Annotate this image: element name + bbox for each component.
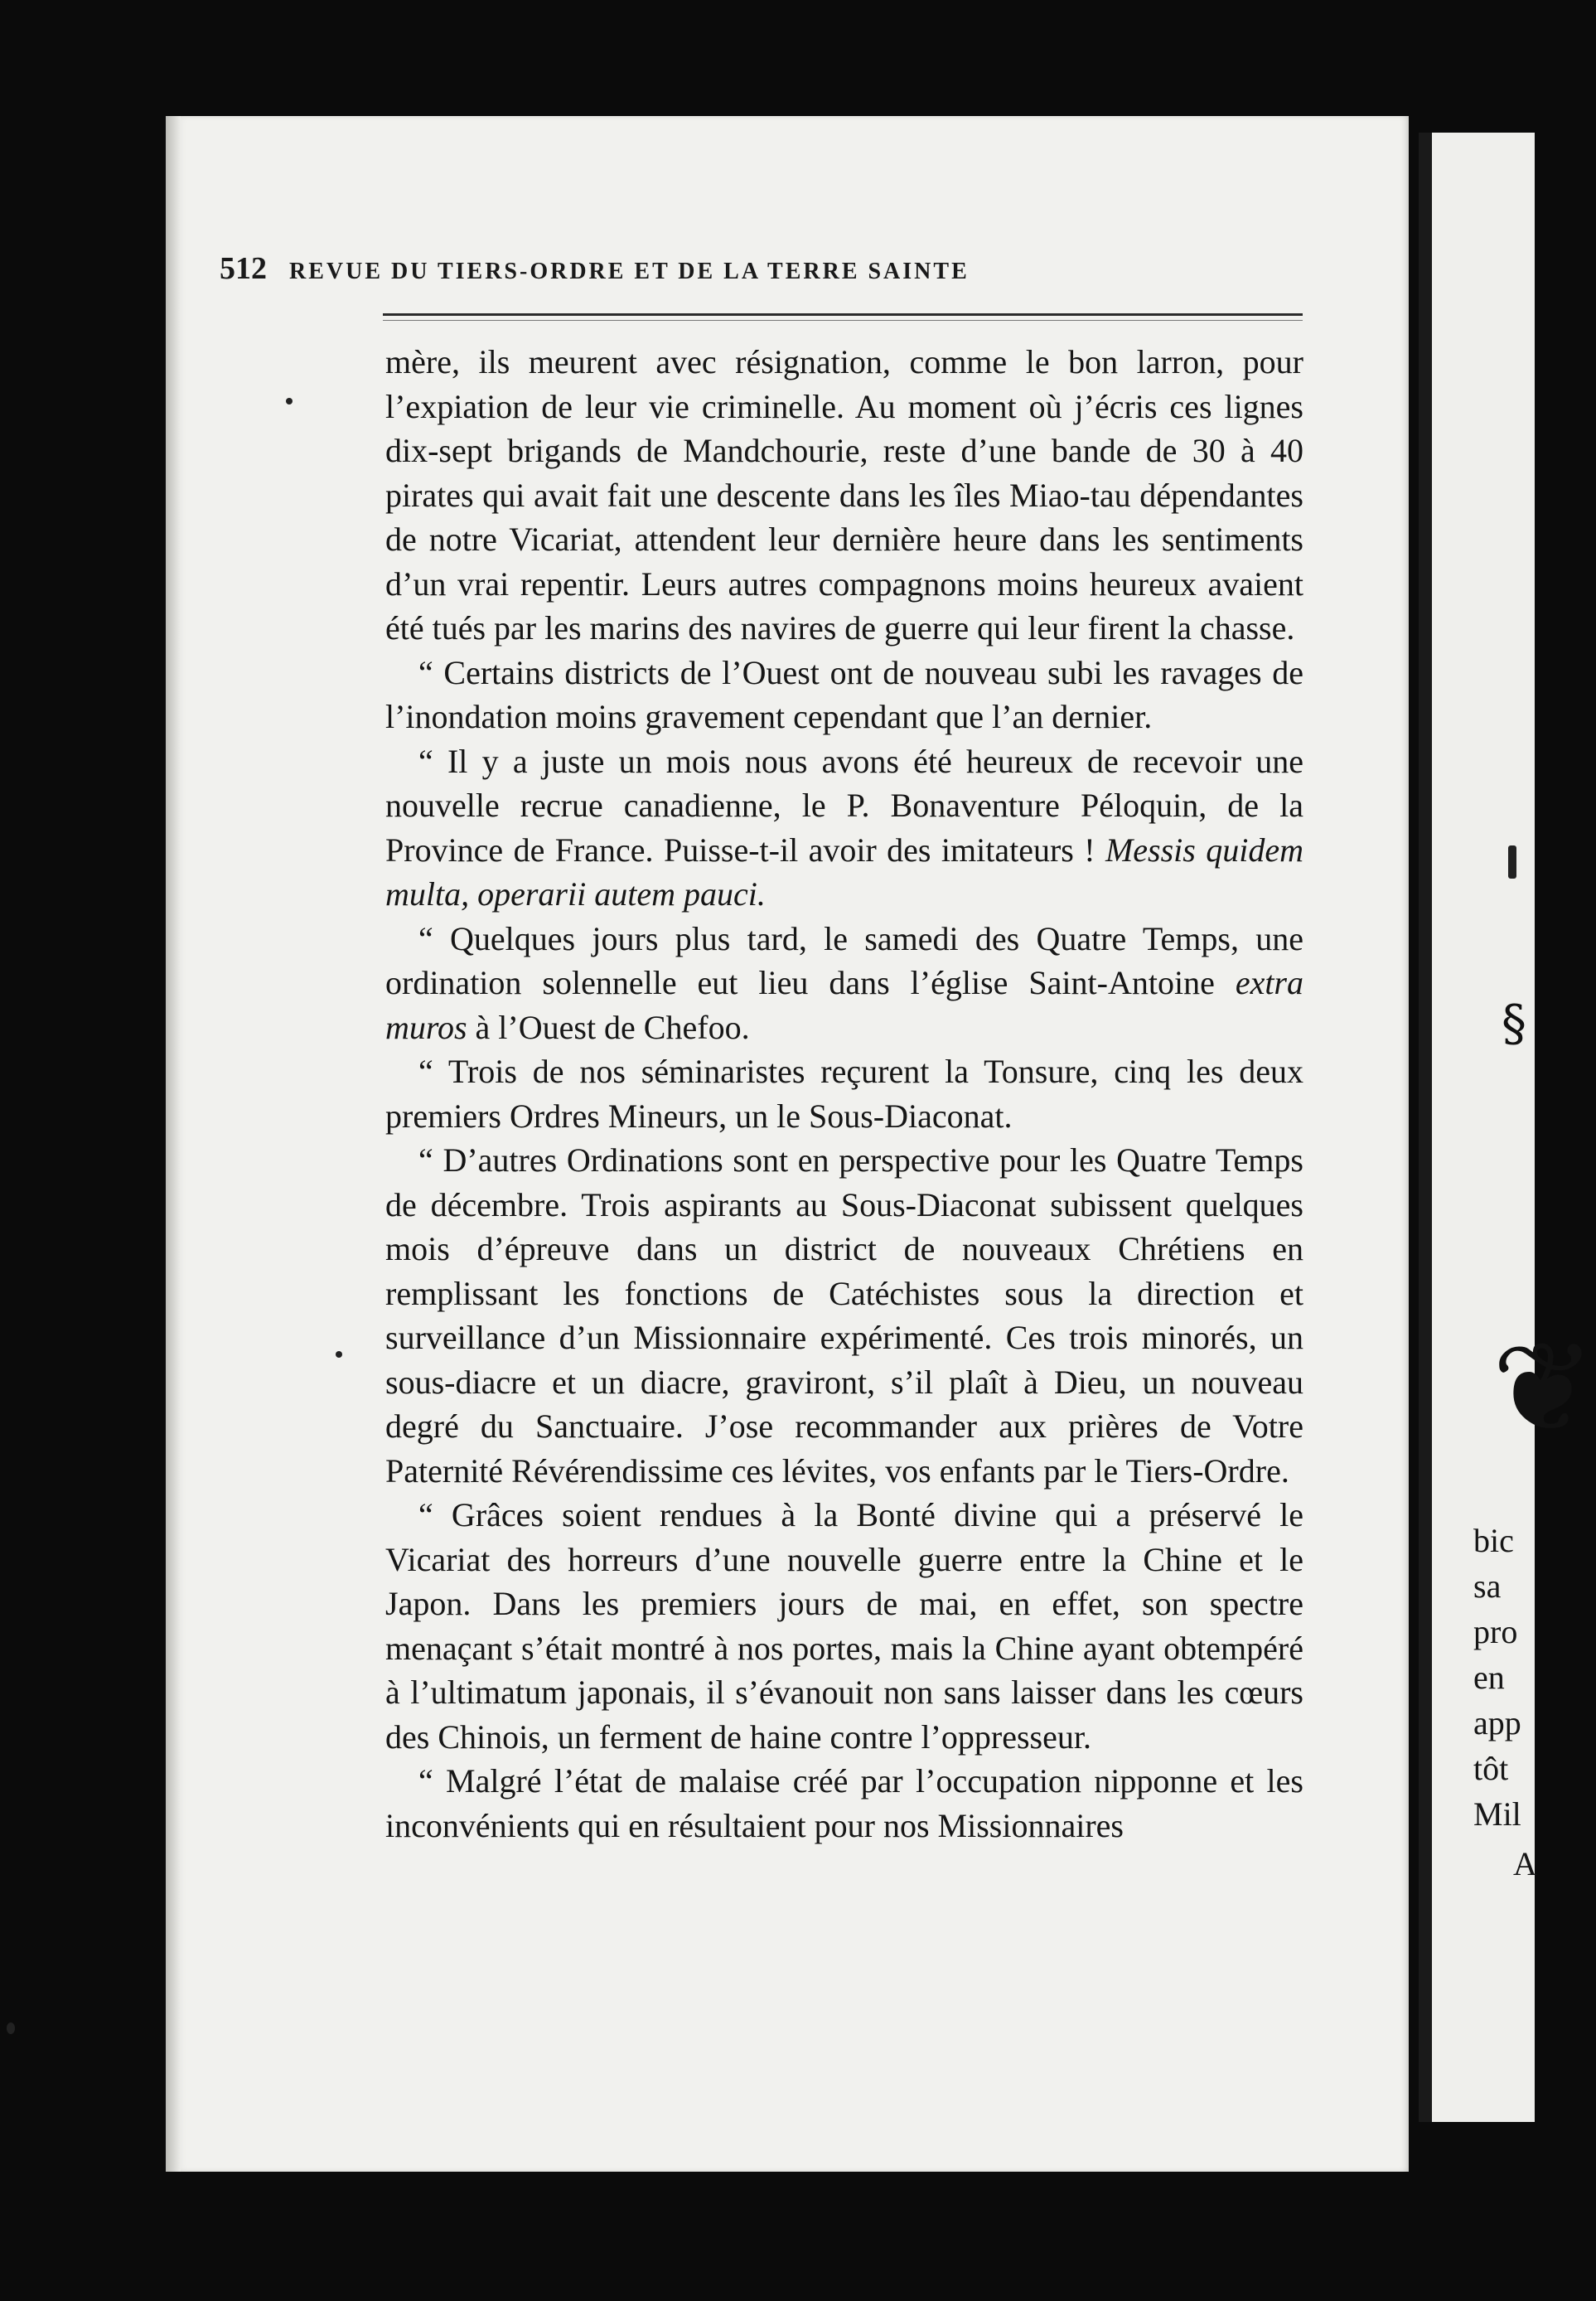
paragraph	[385, 1138, 1303, 1493]
adjacent-page-fragment: pro	[1473, 1613, 1518, 1650]
text-run: mère, ils meurent avec résignation, comme le bon larron, pour l’expiation de leur vie criminelle. Au moment où j’écris ces lignes dix-sept brigands de Mandchourie, reste d’une bande de 30 à 40 pirates qui avait fait une descente dans les îles Miao-tau dépendantes de notre Vicariat, attendent leur dernière heure dans les sentiments d’un vrai repentir. Leurs autres compagnons moins heureux avaient été tués par les marins des navires de guerre qui leur firent la chasse.	[385, 343, 1303, 647]
scan-speck	[7, 2022, 15, 2034]
italic-text: extra muros	[385, 964, 1303, 1046]
body-text	[385, 340, 1303, 1848]
ornament-glyph: §	[1502, 995, 1526, 1053]
paragraph	[385, 1759, 1303, 1848]
paragraph	[385, 340, 1303, 651]
header-rule	[383, 313, 1303, 316]
paragraph	[385, 1049, 1303, 1138]
adjacent-page-fragment: Mil	[1473, 1795, 1521, 1833]
adjacent-page-fragment: A	[1513, 1845, 1537, 1882]
scan-speck	[286, 398, 293, 404]
scan-speck	[1508, 845, 1516, 879]
italic-text: Messis quidem multa, operarii autem pauci.	[385, 831, 1303, 913]
adjacent-page-fragment: bic	[1473, 1522, 1514, 1559]
header-rule-thin	[383, 320, 1303, 321]
paragraph	[385, 739, 1303, 917]
running-header	[220, 250, 1305, 287]
text-run: “ Il y a juste un mois nous avons été heureux de recevoir une nouvelle recrue canadienne, le P. Bonaventure Péloquin, de la Province de France. Puisse-t-il avoir des imitateurs !	[385, 742, 1303, 869]
text-run: à l’Ouest de Chefoo.	[467, 1008, 750, 1046]
text-run: “ Certains districts de l’Ouest ont de nouveau subi les ravages de l’inondation moins gravement cependant que l’an dernier.	[385, 653, 1303, 735]
text-run: “ Quelques jours plus tard, le samedi des Quatre Temps, une ordination solennelle eut lieu dans l’église Saint-Antoine	[385, 919, 1303, 1001]
page-gutter	[1419, 133, 1432, 2122]
adjacent-page-fragment: app	[1473, 1704, 1521, 1741]
text-run: “ D’autres Ordinations sont en perspective pour les Quatre Temps de décembre. Trois aspirants au Sous-Diaconat subissent quelques mois d’épreuve dans un district de nouveaux Chrétiens en remplissant les fonctions de Catéchistes sous la direction et surveillance d’un Missionnaire expérimenté. Ces trois minorés, un sous-diacre et un diacre, graviront, s’il plaît à Dieu, un nouveau degré du Sanctuaire. J’ose recommander aux prières de Votre Paternité Révérendissime ces lévites, vos enfants par le Tiers-Ordre.	[385, 1141, 1303, 1490]
paragraph	[385, 917, 1303, 1050]
text-run: “ Malgré l’état de malaise créé par l’occupation nipponne et les inconvénients qui en résultaient pour nos Missionnaires	[385, 1762, 1303, 1844]
page-number: 512	[220, 251, 267, 286]
adjacent-page-fragment: en	[1473, 1659, 1505, 1696]
running-title: REVUE DU TIERS-ORDRE ET DE LA TERRE SAINTE	[289, 259, 970, 284]
scan-speck	[336, 1351, 342, 1358]
adjacent-page-fragment: tôt	[1473, 1750, 1509, 1787]
ornament-initial: ❦	[1492, 1316, 1596, 1461]
adjacent-page-fragment: sa	[1473, 1567, 1502, 1605]
paragraph	[385, 651, 1303, 739]
paragraph	[385, 1493, 1303, 1759]
text-run: “ Grâces soient rendues à la Bonté divine qui a préservé le Vicariat des horreurs d’une nouvelle guerre entre la Chine et le Japon. Dans les premiers jours de mai, en effet, son spectre menaçant s’était montré à nos portes, mais la Chine ayant obtempéré à l’ultimatum japonais, il s’évanouit non sans laisser dans les cœurs des Chinois, un ferment de haine contre l’oppresseur.	[385, 1496, 1303, 1756]
text-run: “ Trois de nos séminaristes reçurent la Tonsure, cinq les deux premiers Ordres Mineurs, un le Sous-Diaconat.	[385, 1053, 1303, 1135]
